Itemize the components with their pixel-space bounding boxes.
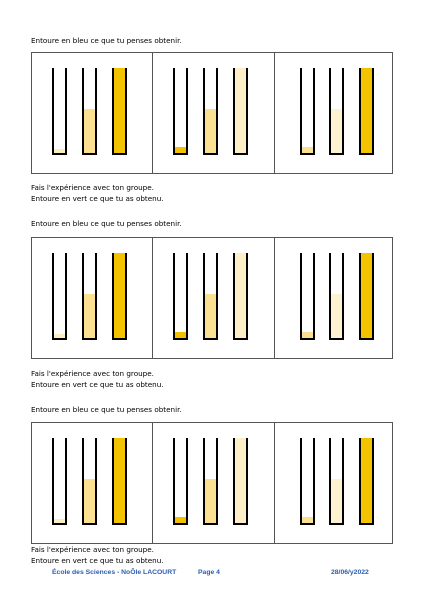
liquid-fill [114, 253, 125, 338]
footer-date: 28/06/y2022 [331, 569, 369, 576]
test-tube-2 [203, 253, 218, 340]
section-2-instruction-experiment: Fais l'expérience avec ton groupe. [31, 369, 154, 378]
liquid-fill [361, 438, 372, 523]
test-tube-3 [359, 438, 374, 525]
tube-group-2[interactable] [152, 238, 275, 358]
liquid-fill [175, 332, 186, 338]
section-3-prompt: Entoure en bleu ce que tu penses obtenir. [31, 405, 182, 414]
test-tube-1 [300, 253, 315, 340]
liquid-fill [205, 294, 216, 338]
section-2-prompt: Entoure en bleu ce que tu penses obtenir. [31, 219, 182, 228]
liquid-fill [84, 109, 95, 153]
liquid-fill [331, 294, 342, 338]
test-tube-2 [203, 438, 218, 525]
tube-group-3[interactable] [274, 423, 393, 543]
liquid-fill [54, 334, 65, 338]
section-1-prompt: Entoure en bleu ce que tu penses obtenir. [31, 36, 182, 45]
liquid-fill [361, 68, 372, 153]
test-tube-2 [82, 253, 97, 340]
liquid-fill [84, 294, 95, 338]
tube-group-2[interactable] [152, 53, 275, 173]
liquid-fill [302, 517, 313, 523]
liquid-fill [114, 68, 125, 153]
test-tube-3 [359, 253, 374, 340]
test-tube-3 [233, 438, 248, 525]
test-tube-1 [300, 438, 315, 525]
tube-group-2[interactable] [152, 423, 275, 543]
test-tube-1 [300, 68, 315, 155]
liquid-fill [331, 109, 342, 153]
liquid-fill [84, 479, 95, 523]
footer-page-number: Page 4 [198, 569, 220, 576]
test-tube-1 [173, 253, 188, 340]
test-tube-1 [52, 438, 67, 525]
tube-group-3[interactable] [274, 238, 393, 358]
liquid-fill [361, 253, 372, 338]
test-tube-2 [203, 68, 218, 155]
liquid-fill [54, 519, 65, 523]
section-3-instruction-result: Entoure en vert ce que tu as obtenu. [31, 556, 164, 565]
section-3-instruction-experiment: Fais l'expérience avec ton groupe. [31, 545, 154, 554]
section-3-tubes-panel [31, 422, 393, 544]
footer-school: École des Sciences - NoÔle LACOURT [52, 569, 177, 576]
test-tube-2 [329, 253, 344, 340]
section-1-instruction-experiment: Fais l'expérience avec ton groupe. [31, 183, 154, 192]
liquid-fill [114, 438, 125, 523]
liquid-fill [235, 438, 246, 523]
test-tube-2 [329, 68, 344, 155]
liquid-fill [302, 147, 313, 153]
tube-group-1[interactable] [32, 423, 152, 543]
section-2-tubes-panel [31, 237, 393, 359]
liquid-fill [302, 332, 313, 338]
liquid-fill [205, 479, 216, 523]
test-tube-2 [82, 438, 97, 525]
section-1-instruction-result: Entoure en vert ce que tu as obtenu. [31, 194, 164, 203]
test-tube-2 [82, 68, 97, 155]
test-tube-1 [173, 68, 188, 155]
test-tube-3 [112, 253, 127, 340]
test-tube-3 [112, 68, 127, 155]
test-tube-3 [112, 438, 127, 525]
liquid-fill [205, 109, 216, 153]
liquid-fill [331, 479, 342, 523]
liquid-fill [235, 68, 246, 153]
test-tube-1 [173, 438, 188, 525]
section-1-tubes-panel [31, 52, 393, 174]
test-tube-1 [52, 68, 67, 155]
liquid-fill [175, 517, 186, 523]
tube-group-1[interactable] [32, 53, 152, 173]
test-tube-3 [233, 253, 248, 340]
section-2-instruction-result: Entoure en vert ce que tu as obtenu. [31, 380, 164, 389]
liquid-fill [54, 149, 65, 153]
test-tube-3 [233, 68, 248, 155]
test-tube-2 [329, 438, 344, 525]
liquid-fill [235, 253, 246, 338]
test-tube-1 [52, 253, 67, 340]
test-tube-3 [359, 68, 374, 155]
tube-group-3[interactable] [274, 53, 393, 173]
tube-group-1[interactable] [32, 238, 152, 358]
liquid-fill [175, 147, 186, 153]
